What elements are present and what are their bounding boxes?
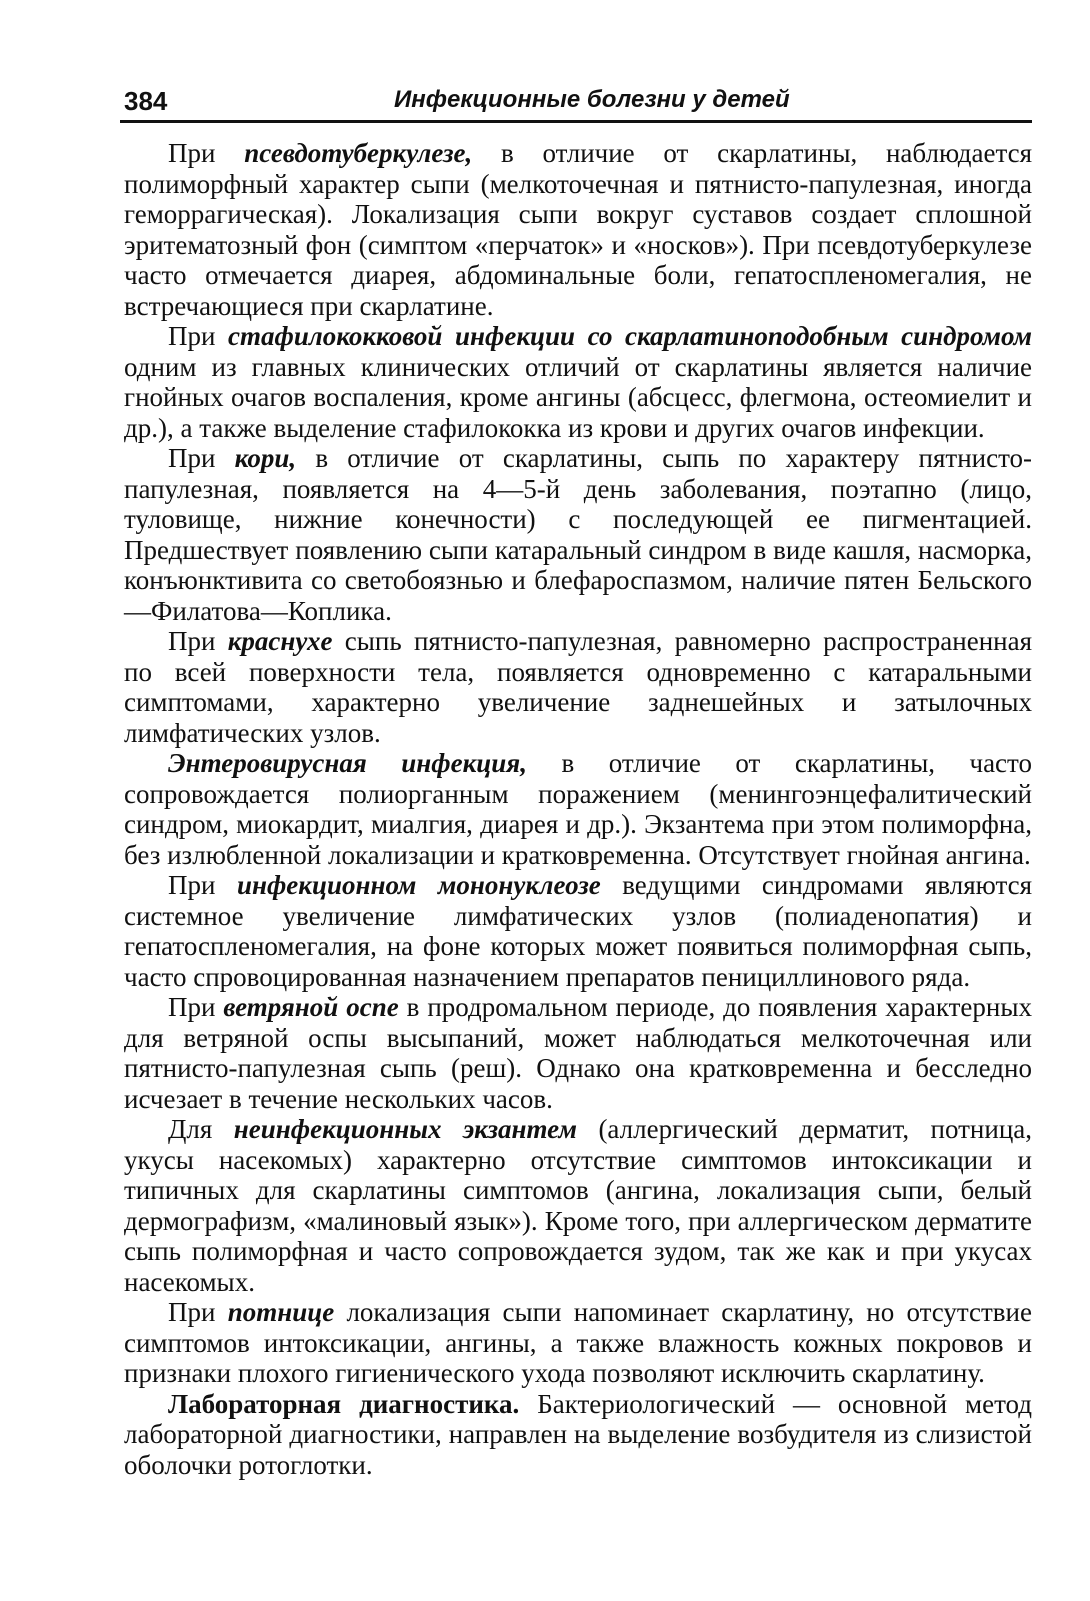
paragraph-miliaria xyxy=(124,1297,1032,1389)
paragraph-staphylococcal-infection xyxy=(124,321,1032,443)
paragraph-term: Энтеровирусная инфекция, xyxy=(168,748,527,778)
page-number: 384 xyxy=(124,86,168,116)
paragraph-text: в отличие от скарлатины, сыпь по характеру пятнисто-папулезная, появляется на 4—5-й день заболевания, поэтапно (лицо, туловище, нижние конечности) с последующей ее пигментацией. Предшествует появлению сыпи катаральный синдром в виде кашля, насморка, конъюнктивита со светобоязнью и блефароспазмом, наличие пятен Бельского—Филатова—Коплика. xyxy=(124,443,1033,626)
running-title: Инфекционные болезни у детей xyxy=(394,86,790,113)
paragraph-text: Бактериологический — основной метод лабораторной диагностики, направлен на выделение возбудителя из слизистой оболочки ротоглотки. xyxy=(124,1388,1032,1480)
paragraph-term: ветряной оспе xyxy=(223,992,399,1022)
paragraph-pseudotuberculosis xyxy=(124,138,1032,321)
paragraph-term: псевдотуберкулезе, xyxy=(244,138,473,168)
paragraph-term: инфекционном мононуклеозе xyxy=(236,870,601,900)
paragraph-lead: При xyxy=(168,992,224,1022)
header-rule xyxy=(120,120,1032,123)
paragraph-text: (аллергический дерматит, потница, укусы насекомых) характерно отсутствие симптомов интоксикации и типичных для скарлатины симптомов (ангина, локализация сыпи, белый дермографизм, «малиновый язык»). Кроме того, при аллергическом дерматите сыпь полиморфная и часто сопровождается зудом, так же как и при укусах насекомых. xyxy=(124,1114,1033,1297)
paragraph-lead: При xyxy=(168,870,237,900)
paragraph-lead: При xyxy=(168,1297,228,1327)
paragraph-text: в продромальном периоде, до появления характерных для ветряной оспы высыпаний, может наблюдаться мелкоточечная или пятнисто-папулезная сыпь (реш). Однако она кратковременна и бесследно исчезает в течение нескольких часов. xyxy=(124,992,1033,1114)
running-head xyxy=(124,82,1032,122)
paragraph-text: ведущими синдромами являются системное увеличение лимфатических узлов (полиаденопатия) и гепатоспленомегалия, на фоне которых может появиться полиморфная сыпь, часто спровоцированная назначением препаратов пенициллинового ряда. xyxy=(124,870,1032,992)
paragraph-laboratory-diagnostics xyxy=(124,1389,1032,1481)
paragraph-enterovirus xyxy=(124,748,1032,870)
paragraph-lead: При xyxy=(168,626,228,656)
paragraph-text: в отличие от скарлатины, наблюдается полиморфный характер сыпи (мелкоточечная и пятнисто-папулезная, иногда геморрагическая). Локализация сыпи вокруг суставов создает сплошной эритематозный фон (симптом «перчаток» и «носков»). При псевдотуберкулезе часто отмечается диарея, абдоминальные боли, гепатоспленомегалия, не встречающиеся при скарлатине. xyxy=(124,138,1032,321)
paragraph-measles xyxy=(124,443,1032,626)
paragraph-text: локализация сыпи напоминает скарлатину, но отсутствие симптомов интоксикации, ангины, а также влажность кожных покровов и признаки плохого гигиенического ухода позволяют исключить скарлатину. xyxy=(124,1297,1032,1388)
paragraph-text: одним из главных клинических отличий от скарлатины является наличие гнойных очагов воспаления, кроме ангины (абсцесс, флегмона, остеомиелит и др.), а также выделение стафилококка из крови и других очагов инфекции. xyxy=(124,351,1032,443)
paragraph-noninfectious-exanthems xyxy=(124,1114,1032,1297)
paragraph-chickenpox xyxy=(124,992,1032,1114)
paragraph-lead: При xyxy=(168,138,245,168)
section-heading: Лабораторная диагностика. xyxy=(168,1388,520,1419)
paragraph-term: неинфекционных экзантем xyxy=(233,1114,577,1144)
paragraph-lead: При xyxy=(168,443,235,473)
paragraph-term: стафилококковой инфекции со скарлатиноподобным синдромом xyxy=(228,321,1032,351)
paragraph-term: потнице xyxy=(227,1297,335,1327)
paragraph-lead: При xyxy=(168,321,229,351)
paragraph-text: в отличие от скарлатины, часто сопровождается полиорганным поражением (менингоэнцефалитический синдром, миокардит, миалгия, диарея и др.). Экзантема при этом полиморфна, без излюбленной локализации и кратковременна. Отсутствует гнойная ангина. xyxy=(124,748,1032,870)
paragraph-term: краснухе xyxy=(227,626,333,656)
paragraph-text: сыпь пятнисто-папулезная, равномерно распространенная по всей поверхности тела, появляется одновременно с катаральными симптомами, характерно увеличение заднешейных и затылочных лимфатических узлов. xyxy=(124,626,1033,748)
body-text xyxy=(124,138,1032,1480)
paragraph-rubella xyxy=(124,626,1032,748)
paragraph-mononucleosis xyxy=(124,870,1032,992)
paragraph-term: кори, xyxy=(234,443,297,473)
paragraph-lead: Для xyxy=(168,1114,234,1144)
